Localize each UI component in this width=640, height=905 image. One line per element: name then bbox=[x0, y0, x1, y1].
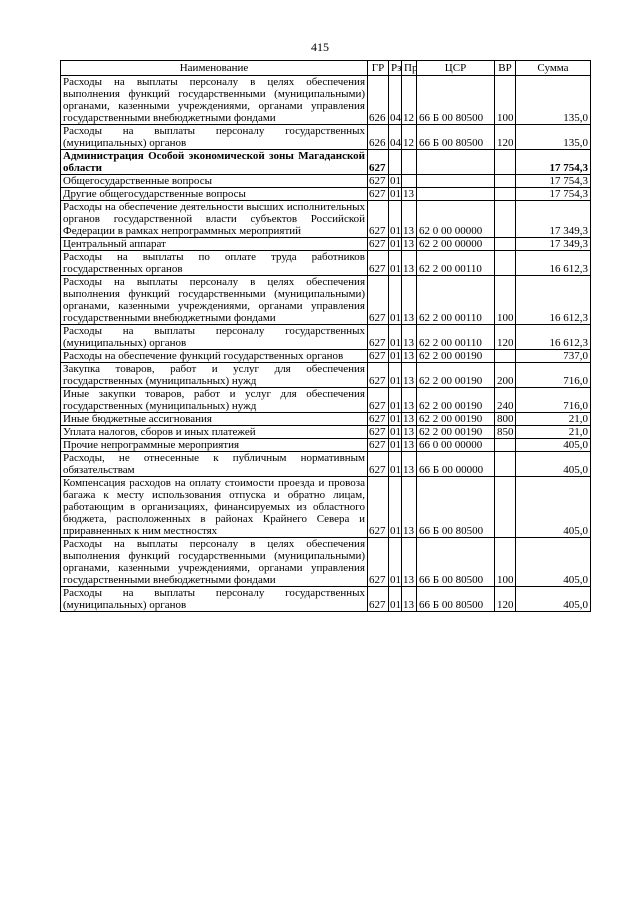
table-row bbox=[61, 125, 591, 150]
cell-rz bbox=[389, 150, 402, 175]
cell-pr: 13 bbox=[402, 587, 417, 612]
cell-csr: 62 2 00 00110 bbox=[417, 276, 495, 325]
table-row bbox=[61, 426, 591, 439]
cell-gr: 627 bbox=[368, 388, 389, 413]
cell-name: Администрация Особой экономической зоны Магаданской области bbox=[61, 150, 368, 175]
cell-csr: 62 2 00 00110 bbox=[417, 325, 495, 350]
cell-rz: 01 bbox=[390, 188, 401, 200]
cell-pr: 13 bbox=[402, 426, 417, 439]
cell-sum: 716,0 bbox=[516, 363, 591, 388]
column-header-sum: Сумма bbox=[516, 61, 591, 76]
cell-gr: 627 bbox=[368, 150, 389, 175]
cell-name: Расходы на выплаты персоналу в целях обеспечения выполнения функций государственными (муниципальными) органами, казенными учреждениями, органами управления государственными внебюджетными фондами bbox=[61, 76, 368, 125]
cell-pr: 13 bbox=[402, 350, 417, 363]
cell-gr: 626 bbox=[368, 125, 389, 150]
cell-vr bbox=[495, 452, 516, 477]
cell-gr: 627 bbox=[368, 452, 389, 477]
cell-pr: 13 bbox=[402, 251, 417, 276]
cell-pr: 13 bbox=[402, 538, 417, 587]
table-row bbox=[61, 238, 591, 251]
cell-sum: 17 754,3 bbox=[516, 150, 591, 175]
cell-rz: 04 bbox=[389, 76, 402, 125]
cell-sum: 405,0 bbox=[516, 439, 591, 452]
cell-rz: 01 bbox=[389, 276, 402, 325]
cell-sum: 17 349,3 bbox=[516, 201, 591, 238]
cell-vr: 850 bbox=[495, 426, 516, 439]
cell-gr: 627 bbox=[368, 477, 389, 538]
cell-gr: 627 bbox=[368, 188, 389, 201]
table-row bbox=[61, 439, 591, 452]
cell-gr: 627 bbox=[368, 251, 389, 276]
cell-sum: 737,0 bbox=[516, 350, 591, 363]
cell-sum: 405,0 bbox=[516, 587, 591, 612]
cell-sum: 16 612,3 bbox=[516, 251, 591, 276]
cell-pr bbox=[402, 175, 417, 188]
cell-gr: 627 bbox=[368, 363, 389, 388]
cell-name: Другие общегосударственные вопросы bbox=[61, 188, 368, 201]
cell-vr: 120 bbox=[495, 125, 516, 150]
cell-vr: 100 bbox=[495, 276, 516, 325]
cell-csr: 66 Б 00 80500 bbox=[417, 76, 495, 125]
cell-vr bbox=[495, 439, 516, 452]
cell-name: Расходы на выплаты персоналу государственных (муниципальных) органов bbox=[61, 587, 368, 612]
table-row bbox=[61, 175, 591, 188]
cell-gr: 627 bbox=[368, 276, 389, 325]
cell-sum: 17 754,3 bbox=[516, 188, 591, 201]
cell-name: Расходы на выплаты персоналу в целях обеспечения выполнения функций государственными (муниципальными) органами, казенными учреждениями, органами управления государственными внебюджетными фондами bbox=[61, 538, 368, 587]
cell-pr: 13 bbox=[402, 276, 417, 325]
cell-csr: 66 Б 00 80500 bbox=[417, 477, 495, 538]
cell-rz: 01 bbox=[389, 587, 402, 612]
page-number: 415 bbox=[311, 40, 329, 54]
column-header-name: Наименование bbox=[61, 61, 368, 76]
cell-csr: 66 Б 00 00000 bbox=[417, 452, 495, 477]
cell-name: Расходы на обеспечение функций государственных органов bbox=[61, 350, 368, 363]
column-header-rz: Рз bbox=[389, 61, 402, 76]
table-row bbox=[61, 325, 591, 350]
cell-rz: 01 bbox=[390, 350, 401, 362]
cell-name: Расходы на обеспечение деятельности высших исполнительных органов государственной власти субъектов Российской Федерации в рамках непрограммных мероприятий bbox=[61, 201, 368, 238]
cell-rz: 01 bbox=[389, 477, 402, 538]
cell-vr bbox=[495, 201, 516, 238]
cell-csr: 62 2 00 00190 bbox=[417, 350, 495, 363]
cell-gr: 627 bbox=[368, 350, 389, 363]
cell-csr: 62 2 00 00190 bbox=[417, 426, 495, 439]
cell-gr: 627 bbox=[368, 238, 389, 251]
cell-rz: 04 bbox=[389, 125, 402, 150]
cell-gr: 626 bbox=[368, 76, 389, 125]
cell-rz: 01 bbox=[390, 238, 401, 250]
cell-vr bbox=[495, 188, 516, 201]
column-header-vr: ВР bbox=[495, 61, 516, 76]
cell-pr: 13 bbox=[402, 452, 417, 477]
table-header-row bbox=[61, 61, 591, 76]
cell-pr: 13 bbox=[402, 388, 417, 413]
cell-name: Расходы на выплаты по оплате труда работников государственных органов bbox=[61, 251, 368, 276]
cell-sum: 405,0 bbox=[516, 538, 591, 587]
cell-pr: 13 bbox=[402, 363, 417, 388]
cell-pr: 13 bbox=[402, 325, 417, 350]
cell-rz: 01 bbox=[389, 201, 402, 238]
cell-csr: 66 Б 00 80500 bbox=[417, 538, 495, 587]
cell-rz: 01 bbox=[389, 325, 402, 350]
cell-pr: 12 bbox=[402, 76, 417, 125]
table-row bbox=[61, 150, 591, 175]
cell-csr: 62 2 00 00000 bbox=[417, 238, 495, 251]
cell-pr: 13 bbox=[402, 413, 417, 426]
cell-csr: 66 Б 00 80500 bbox=[417, 587, 495, 612]
cell-name: Расходы, не отнесенные к публичным нормативным обязательствам bbox=[61, 452, 368, 477]
cell-name: Иные бюджетные ассигнования bbox=[61, 413, 368, 426]
cell-csr: 62 0 00 00000 bbox=[417, 201, 495, 238]
cell-rz: 01 bbox=[389, 363, 402, 388]
budget-table bbox=[60, 60, 591, 612]
column-header-pr: Пр bbox=[402, 61, 417, 76]
cell-rz: 01 bbox=[390, 426, 401, 438]
cell-name: Уплата налогов, сборов и иных платежей bbox=[61, 426, 368, 439]
cell-sum: 405,0 bbox=[516, 452, 591, 477]
cell-csr: 66 0 00 00000 bbox=[417, 439, 495, 452]
cell-sum: 716,0 bbox=[516, 388, 591, 413]
table-row bbox=[61, 452, 591, 477]
table-row bbox=[61, 363, 591, 388]
cell-gr: 627 bbox=[368, 325, 389, 350]
cell-vr: 120 bbox=[495, 587, 516, 612]
table-row bbox=[61, 538, 591, 587]
cell-csr: 62 2 00 00190 bbox=[417, 363, 495, 388]
cell-vr bbox=[495, 238, 516, 251]
table-body bbox=[61, 76, 591, 612]
cell-gr: 627 bbox=[368, 439, 389, 452]
cell-name: Расходы на выплаты персоналу государственных (муниципальных) органов bbox=[61, 325, 368, 350]
table-row bbox=[61, 76, 591, 125]
cell-sum: 21,0 bbox=[516, 426, 591, 439]
table-row bbox=[61, 201, 591, 238]
cell-name: Закупка товаров, работ и услуг для обеспечения государственных (муниципальных) нужд bbox=[61, 363, 368, 388]
cell-name: Расходы на выплаты персоналу в целях обеспечения выполнения функций государственными (муниципальными) органами, казенными учреждениями, органами управления государственными внебюджетными фондами bbox=[61, 276, 368, 325]
cell-vr: 100 bbox=[495, 76, 516, 125]
cell-name: Общегосударственные вопросы bbox=[61, 175, 368, 188]
cell-vr bbox=[495, 477, 516, 538]
cell-sum: 17 349,3 bbox=[516, 238, 591, 251]
table-row bbox=[61, 413, 591, 426]
cell-csr bbox=[417, 188, 495, 201]
cell-name: Центральный аппарат bbox=[61, 238, 368, 251]
cell-pr: 13 bbox=[402, 477, 417, 538]
cell-gr: 627 bbox=[368, 426, 389, 439]
cell-vr bbox=[495, 150, 516, 175]
cell-vr: 240 bbox=[495, 388, 516, 413]
table-row bbox=[61, 587, 591, 612]
table-row bbox=[61, 251, 591, 276]
cell-sum: 135,0 bbox=[516, 76, 591, 125]
table-row bbox=[61, 477, 591, 538]
cell-name: Компенсация расходов на оплату стоимости проезда и провоза багажа к месту использования отпуска и обратно лицам, работающим в организациях, финансируемых из областного бюджета, расположенных в районах Крайнего Севера и приравненных к ним местностях bbox=[61, 477, 368, 538]
cell-sum: 405,0 bbox=[516, 477, 591, 538]
cell-csr: 66 Б 00 80500 bbox=[417, 125, 495, 150]
cell-gr: 627 bbox=[368, 201, 389, 238]
cell-csr bbox=[417, 150, 495, 175]
cell-pr: 12 bbox=[402, 125, 417, 150]
cell-rz: 01 bbox=[389, 538, 402, 587]
cell-pr: 13 bbox=[402, 238, 417, 251]
cell-csr bbox=[417, 175, 495, 188]
cell-rz: 01 bbox=[390, 413, 401, 425]
cell-rz: 01 bbox=[389, 388, 402, 413]
cell-csr: 62 2 00 00110 bbox=[417, 251, 495, 276]
cell-sum: 135,0 bbox=[516, 125, 591, 150]
cell-csr: 62 2 00 00190 bbox=[417, 388, 495, 413]
cell-sum: 16 612,3 bbox=[516, 276, 591, 325]
cell-pr: 13 bbox=[402, 439, 417, 452]
table-row bbox=[61, 388, 591, 413]
cell-vr: 120 bbox=[495, 325, 516, 350]
column-header-gr: ГР bbox=[368, 61, 389, 76]
cell-sum: 17 754,3 bbox=[516, 175, 591, 188]
cell-sum: 16 612,3 bbox=[516, 325, 591, 350]
cell-name: Расходы на выплаты персоналу государственных (муниципальных) органов bbox=[61, 125, 368, 150]
cell-vr bbox=[495, 175, 516, 188]
cell-vr: 800 bbox=[495, 413, 516, 426]
cell-gr: 627 bbox=[368, 587, 389, 612]
table-row bbox=[61, 188, 591, 201]
table-row bbox=[61, 276, 591, 325]
cell-rz: 01 bbox=[389, 452, 402, 477]
cell-pr: 13 bbox=[402, 201, 417, 238]
cell-gr: 627 bbox=[368, 175, 389, 188]
cell-csr: 62 2 00 00190 bbox=[417, 413, 495, 426]
cell-vr: 200 bbox=[495, 363, 516, 388]
cell-gr: 627 bbox=[368, 538, 389, 587]
cell-name: Иные закупки товаров, работ и услуг для обеспечения государственных (муниципальных) нужд bbox=[61, 388, 368, 413]
cell-sum: 21,0 bbox=[516, 413, 591, 426]
cell-name: Прочие непрограммные мероприятия bbox=[61, 439, 368, 452]
cell-vr: 100 bbox=[495, 538, 516, 587]
cell-pr bbox=[402, 150, 417, 175]
cell-vr bbox=[495, 350, 516, 363]
cell-pr: 13 bbox=[402, 188, 417, 201]
table-row bbox=[61, 350, 591, 363]
cell-gr: 627 bbox=[368, 413, 389, 426]
cell-rz: 01 bbox=[390, 175, 401, 187]
cell-vr bbox=[495, 251, 516, 276]
cell-rz: 01 bbox=[389, 251, 402, 276]
cell-rz: 01 bbox=[390, 439, 401, 451]
column-header-csr: ЦСР bbox=[417, 61, 495, 76]
